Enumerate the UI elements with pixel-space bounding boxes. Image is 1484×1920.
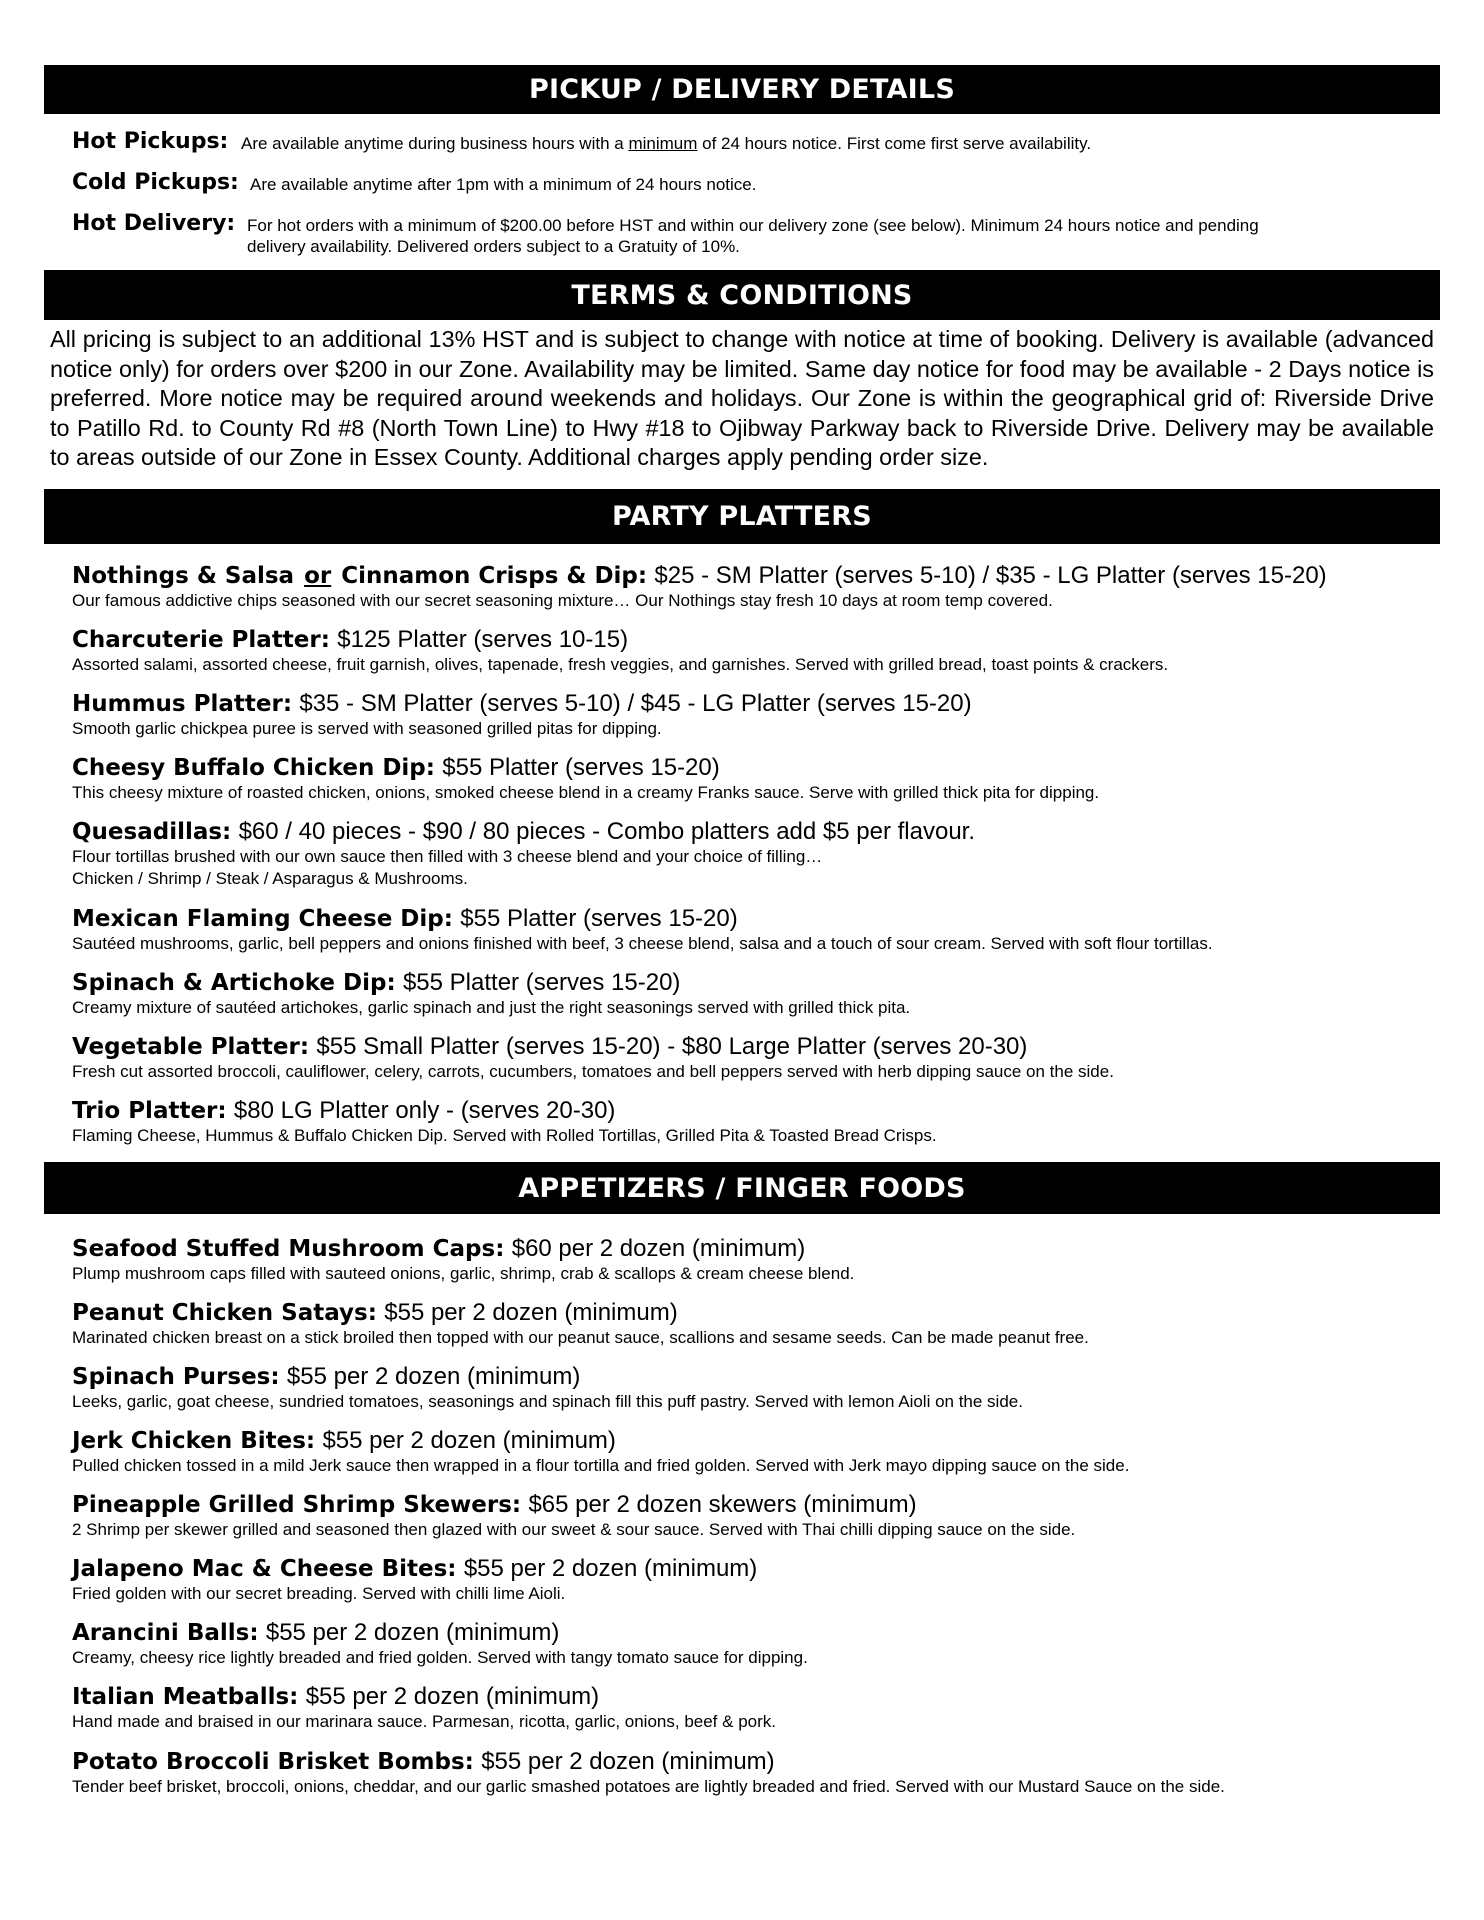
hot-pickups-label: Hot Pickups: xyxy=(72,129,229,154)
item-price: $55 per 2 dozen (minimum) xyxy=(265,1619,560,1646)
platter-item-vegetable xyxy=(72,1033,1442,1083)
item-description: Assorted salami, assorted cheese, fruit garnish, olives, tapenade, fresh veggies, and garnishes. Served with grilled bread, toast points & crackers. xyxy=(72,655,1169,674)
platter-item-trio xyxy=(72,1097,1442,1147)
platter-item-spinach-dip xyxy=(72,969,1442,1019)
item-description: Flour tortillas brushed with our own sauce then filled with 3 cheese blend and your choice of filling… xyxy=(72,847,823,866)
hot-delivery-line-1: For hot orders with a minimum of $200.00 before HST and within our delivery zone (see below). Minimum 24 hours notice and pending xyxy=(247,216,1259,235)
item-price: $125 Platter (serves 10-15) xyxy=(337,626,629,653)
hot-pickups-underlined: minimum xyxy=(628,134,698,153)
item-name: Spinach & Artichoke Dip: xyxy=(72,970,396,996)
hot-pickups-text-a: Are available anytime during business hours with a xyxy=(241,134,629,153)
item-name: Jalapeno Mac & Cheese Bites: xyxy=(72,1556,457,1582)
item-description-2: Chicken / Shrimp / Steak / Asparagus & Mushrooms. xyxy=(72,869,468,888)
hot-pickups-text xyxy=(241,129,1091,154)
item-price: $55 Platter (serves 15-20) xyxy=(460,905,738,932)
platter-item-hummus xyxy=(72,690,1442,740)
terms-heading: TERMS & CONDITIONS xyxy=(44,270,1440,320)
item-name: Italian Meatballs: xyxy=(72,1684,299,1710)
item-description: Our famous addictive chips seasoned with our secret seasoning mixture… Our Nothings stay fresh 10 days at room temp covered. xyxy=(72,591,1053,610)
hot-pickups-row xyxy=(72,129,1432,154)
item-name: Mexican Flaming Cheese Dip: xyxy=(72,906,453,932)
cold-pickups-label: Cold Pickups: xyxy=(72,170,239,195)
terms-paragraph: All pricing is subject to an additional 13% HST and is subject to change with notice at time of booking. Delivery is available (advanced notice only) for orders over $200 in our Zone. Availability may be limited. Same day notice for food may be available - 2 Days notice is preferred. More notice may be required around weekends and holidays. Our Zone is within the geographical grid of: Riverside Drive to Patillo Rd. to County Rd #8 (North Town Line) to Hwy #18 to Ojibway Parkway back to Riverside Drive. Delivery may be available to areas outside of our Zone in Essex County. Additional charges apply pending order size. xyxy=(50,326,1434,470)
item-price: $55 per 2 dozen (minimum) xyxy=(286,1363,581,1390)
platter-item-buffalo-dip xyxy=(72,754,1442,804)
appetizer-item-mac-cheese xyxy=(72,1555,1442,1605)
item-name: Pineapple Grilled Shrimp Skewers: xyxy=(72,1492,522,1518)
hot-delivery-label: Hot Delivery: xyxy=(72,211,236,236)
hot-delivery-row xyxy=(72,211,1432,257)
item-description: Smooth garlic chickpea puree is served with seasoned grilled pitas for dipping. xyxy=(72,719,662,738)
item-price: $55 per 2 dozen (minimum) xyxy=(305,1683,600,1710)
item-description: Tender beef brisket, broccoli, onions, cheddar, and our garlic smashed potatoes are lightly breaded and fried. Served with our Mustard Sauce on the side. xyxy=(72,1777,1225,1796)
item-name-b: Cinnamon Crisps & Dip: xyxy=(341,563,648,589)
item-description: 2 Shrimp per skewer grilled and seasoned then glazed with our sweet & sour sauce. Served with Thai chilli dipping sauce on the side. xyxy=(72,1520,1076,1539)
item-name: Quesadillas: xyxy=(72,819,232,845)
or-separator: or xyxy=(304,563,332,589)
appetizer-item-jerk-chicken xyxy=(72,1427,1442,1477)
item-description: Plump mushroom caps filled with sauteed onions, garlic, shrimp, crab & scallops & cream cheese blend. xyxy=(72,1264,855,1283)
appetizer-item-arancini xyxy=(72,1619,1442,1669)
item-name: Hummus Platter: xyxy=(72,691,293,717)
hot-pickups-text-b: of 24 hours notice. First come first serve availability. xyxy=(697,134,1092,153)
item-price: $65 per 2 dozen skewers (minimum) xyxy=(528,1491,917,1518)
item-description: Pulled chicken tossed in a mild Jerk sauce then wrapped in a flour tortilla and fried golden. Served with Jerk mayo dipping sauce on the side. xyxy=(72,1456,1130,1475)
hot-delivery-text xyxy=(247,211,1259,257)
platter-item-charcuterie xyxy=(72,626,1442,676)
item-description: Fried golden with our secret breading. Served with chilli lime Aioli. xyxy=(72,1584,566,1603)
item-name: Cheesy Buffalo Chicken Dip: xyxy=(72,755,435,781)
item-description: Sautéed mushrooms, garlic, bell peppers and onions finished with beef, 3 cheese blend, salsa and a touch of sour cream. Served with soft flour tortillas. xyxy=(72,934,1213,953)
appetizer-item-meatballs xyxy=(72,1683,1442,1733)
item-description: Flaming Cheese, Hummus & Buffalo Chicken Dip. Served with Rolled Tortillas, Grilled Pita & Toasted Bread Crisps. xyxy=(72,1126,937,1145)
cold-pickups-row xyxy=(72,170,1432,195)
item-description: Marinated chicken breast on a stick broiled then topped with our peanut sauce, scallions and sesame seeds. Can be made peanut free. xyxy=(72,1328,1089,1347)
item-name: Nothings & Salsa xyxy=(72,563,295,589)
item-price: $35 - SM Platter (serves 5-10) / $45 - LG Platter (serves 15-20) xyxy=(299,690,972,717)
item-name: Seafood Stuffed Mushroom Caps: xyxy=(72,1236,505,1262)
platter-item-nothings xyxy=(72,562,1442,612)
cold-pickups-text: Are available anytime after 1pm with a minimum of 24 hours notice. xyxy=(250,175,757,194)
item-name: Trio Platter: xyxy=(72,1098,227,1124)
appetizer-item-spinach-purses xyxy=(72,1363,1442,1413)
appetizer-item-brisket-bombs xyxy=(72,1748,1442,1798)
appetizer-item-mushroom-caps xyxy=(72,1235,1442,1285)
item-name: Spinach Purses: xyxy=(72,1364,280,1390)
item-price: $25 - SM Platter (serves 5-10) / $35 - LG Platter (serves 15-20) xyxy=(654,562,1327,589)
party-platters-heading: PARTY PLATTERS xyxy=(44,489,1440,544)
appetizer-item-shrimp-skewers xyxy=(72,1491,1442,1541)
item-title xyxy=(72,562,1442,590)
appetizer-item-satays xyxy=(72,1299,1442,1349)
item-name: Potato Broccoli Brisket Bombs: xyxy=(72,1749,474,1775)
item-name: Charcuterie Platter: xyxy=(72,627,330,653)
hot-delivery-line-2: delivery availability. Delivered orders subject to a Gratuity of 10%. xyxy=(247,237,740,256)
item-price: $55 per 2 dozen (minimum) xyxy=(481,1748,775,1775)
item-price: $55 Small Platter (serves 15-20) - $80 Large Platter (serves 20-30) xyxy=(316,1033,1028,1060)
item-name: Jerk Chicken Bites: xyxy=(72,1428,316,1454)
platter-item-flaming-cheese xyxy=(72,905,1442,955)
item-price: $60 per 2 dozen (minimum) xyxy=(511,1235,806,1262)
item-description: Fresh cut assorted broccoli, cauliflower, celery, carrots, cucumbers, tomatoes and bell peppers served with herb dipping sauce on the side. xyxy=(72,1062,1114,1081)
item-price: $80 LG Platter only - (serves 20-30) xyxy=(233,1097,616,1124)
item-price: $55 per 2 dozen (minimum) xyxy=(322,1427,616,1454)
item-name: Vegetable Platter: xyxy=(72,1034,310,1060)
item-price: $60 / 40 pieces - $90 / 80 pieces - Combo platters add $5 per flavour. xyxy=(238,818,976,845)
platter-item-quesadillas xyxy=(72,818,1442,890)
pickup-delivery-heading: PICKUP / DELIVERY DETAILS xyxy=(44,65,1440,114)
item-description: Creamy mixture of sautéed artichokes, garlic spinach and just the right seasonings served with grilled thick pita. xyxy=(72,998,911,1017)
item-name: Peanut Chicken Satays: xyxy=(72,1300,377,1326)
item-price: $55 Platter (serves 15-20) xyxy=(442,754,720,781)
item-price: $55 Platter (serves 15-20) xyxy=(402,969,681,996)
item-description: Creamy, cheesy rice lightly breaded and fried golden. Served with tangy tomato sauce for dipping. xyxy=(72,1648,808,1667)
appetizers-heading: APPETIZERS / FINGER FOODS xyxy=(44,1162,1440,1214)
item-description: Hand made and braised in our marinara sauce. Parmesan, ricotta, garlic, onions, beef & pork. xyxy=(72,1712,776,1731)
item-name: Arancini Balls: xyxy=(72,1620,259,1646)
item-description: This cheesy mixture of roasted chicken, onions, smoked cheese blend in a creamy Franks sauce. Serve with grilled thick pita for dipping. xyxy=(72,783,1100,802)
item-description: Leeks, garlic, goat cheese, sundried tomatoes, seasonings and spinach fill this puff pastry. Served with lemon Aioli on the side. xyxy=(72,1392,1023,1411)
item-price: $55 per 2 dozen (minimum) xyxy=(384,1299,678,1326)
item-price: $55 per 2 dozen (minimum) xyxy=(463,1555,758,1582)
